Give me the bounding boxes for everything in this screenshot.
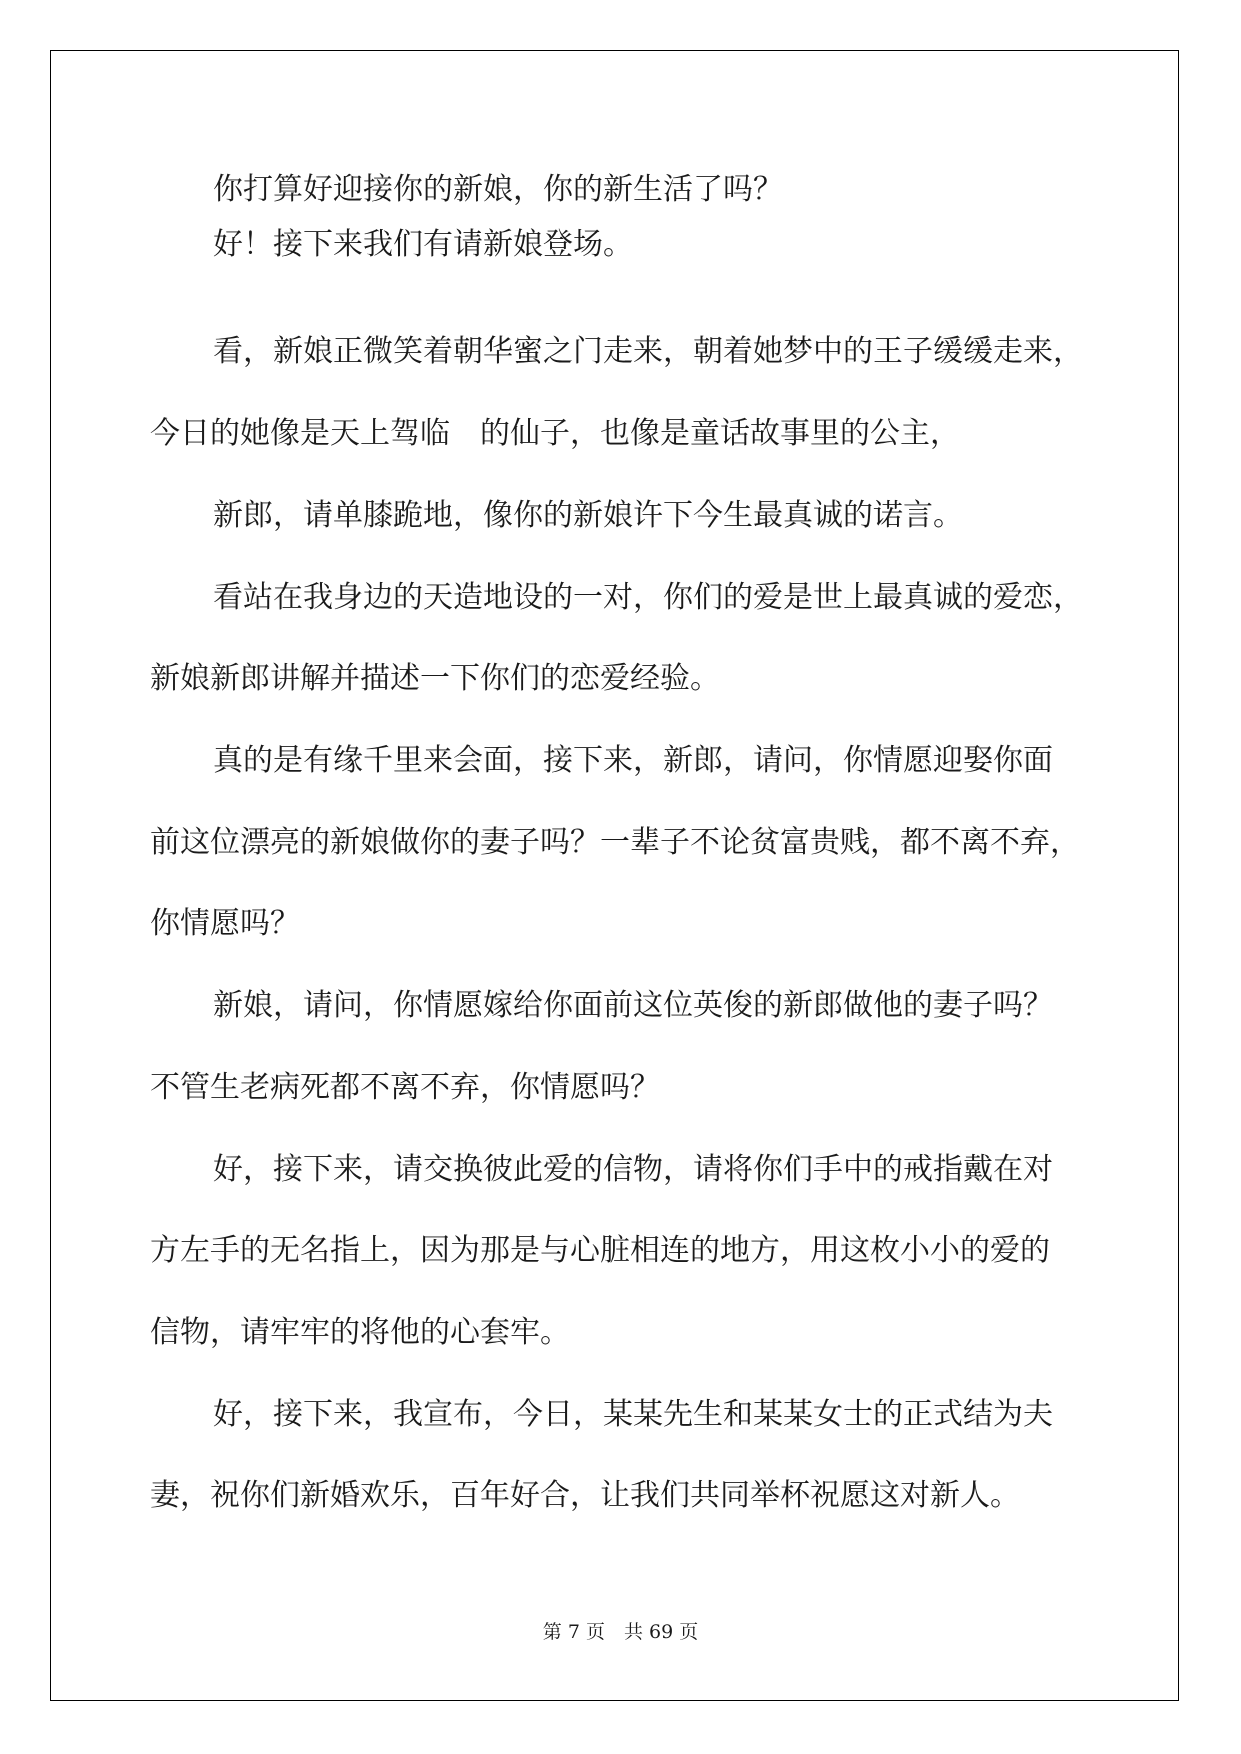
- text-line: 信物，请牢牢的将他的心套牢。: [150, 1315, 570, 1350]
- text-line: 看，新娘正微笑着朝华蜜之门走来，朝着她梦中的王子缓缓走来，: [213, 334, 1083, 369]
- text-line: 你情愿吗？: [150, 906, 300, 941]
- text-line: 新娘，请问，你情愿嫁给你面前这位英俊的新郎做他的妻子吗？: [213, 988, 1053, 1023]
- text-line: 不管生老病死都不离不弃，你情愿吗？: [150, 1070, 660, 1105]
- text-line: 看站在我身边的天造地设的一对，你们的爱是世上最真诚的爱恋，: [213, 580, 1083, 615]
- text-line: 前这位漂亮的新娘做你的妻子吗？一辈子不论贫富贵贱，都不离不弃，: [150, 825, 1080, 860]
- text-line: 好，接下来，我宣布，今日，某某先生和某某女士的正式结为夫: [213, 1397, 1053, 1432]
- text-line: 方左手的无名指上，因为那是与心脏相连的地方，用这枚小小的爱的: [150, 1233, 1050, 1268]
- page-number-footer: 第 7 页 共 69 页: [542, 1621, 699, 1643]
- text-line: 新娘新郎讲解并描述一下你们的恋爱经验。: [150, 661, 720, 696]
- text-line: 好，接下来，请交换彼此爱的信物，请将你们手中的戒指戴在对: [213, 1152, 1053, 1187]
- text-line: 好！接下来我们有请新娘登场。: [213, 227, 633, 262]
- text-line: 你打算好迎接你的新娘，你的新生活了吗？: [213, 172, 783, 207]
- text-line: 新郎，请单膝跪地，像你的新娘许下今生最真诚的诺言。: [213, 498, 963, 533]
- text-line: 今日的她像是天上驾临 的仙子，也像是童话故事里的公主，: [150, 416, 960, 451]
- text-line: 妻，祝你们新婚欢乐，百年好合，让我们共同举杯祝愿这对新人。: [150, 1478, 1020, 1513]
- text-line: 真的是有缘千里来会面，接下来，新郎，请问，你情愿迎娶你面: [213, 743, 1053, 778]
- page-border: [50, 50, 1179, 1701]
